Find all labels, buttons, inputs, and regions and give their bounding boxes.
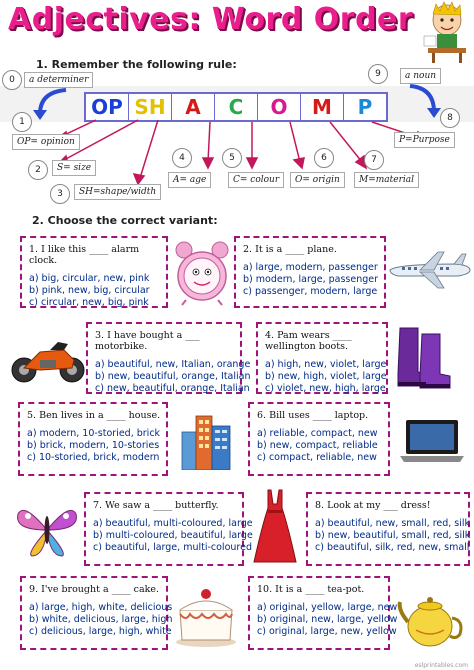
question-card-1 xyxy=(20,236,168,308)
number-badge: 4 xyxy=(172,148,192,168)
number-badge: 5 xyxy=(222,148,242,168)
rule-cell-a: A xyxy=(172,94,215,120)
question-text: 5. Ben lives in a ____ house. xyxy=(27,410,161,421)
section-1-heading: 1. Remember the following rule: xyxy=(36,58,237,71)
answer-option[interactable]: b) modern, large, passenger xyxy=(243,274,379,285)
rule-cell-c: C xyxy=(215,94,258,120)
label-determiner: a determiner xyxy=(24,72,93,88)
answer-option[interactable]: a) big, circular, new, pink xyxy=(29,273,150,284)
alarm-clock-icon xyxy=(172,240,232,306)
question-text: 4. Pam wears ____ wellington boots. xyxy=(265,330,352,352)
question-card-3 xyxy=(86,322,251,394)
label-purpose: P=Purpose xyxy=(394,132,455,148)
question-text: 7. We saw a ____ butterfly. xyxy=(93,500,219,511)
label-size: S= size xyxy=(52,160,96,176)
dress-icon xyxy=(252,486,298,566)
answer-option[interactable]: c) circular, new, big, pink xyxy=(29,297,149,308)
page-title: Adjectives: Word Order xyxy=(8,2,414,37)
number-badge: 6 xyxy=(314,148,334,168)
boy-illustration xyxy=(420,0,474,64)
answer-option[interactable]: a) original, yellow, large, new xyxy=(257,602,398,613)
answer-option[interactable]: b) multi-coloured, beautiful, large xyxy=(93,530,253,541)
number-badge: 9 xyxy=(368,64,388,84)
number-badge: 8 xyxy=(440,108,460,128)
question-text: 6. Bill uses ____ laptop. xyxy=(257,410,369,421)
question-card-8 xyxy=(306,492,470,566)
answer-option[interactable]: c) violet, new, high, large xyxy=(265,383,386,394)
number-badge: 1 xyxy=(12,112,32,132)
number-badge: 2 xyxy=(28,160,48,180)
question-text: 9. I've brought a ____ cake. xyxy=(29,584,160,595)
question-text: 3. I have bought a ___ motorbike. xyxy=(95,330,200,352)
rule-cell-p: P xyxy=(357,95,373,119)
question-card-2 xyxy=(234,236,386,308)
question-text: 2. It is a ____ plane. xyxy=(243,244,337,255)
answer-option[interactable]: a) large, modern, passenger xyxy=(243,262,378,273)
answer-option[interactable]: b) white, delicious, large, high xyxy=(29,614,173,625)
answer-option[interactable]: b) pink, new, big, circular xyxy=(29,285,150,296)
answer-option[interactable]: b) new, beautiful, small, red, silk xyxy=(315,530,471,541)
answer-option[interactable]: b) brick, modern, 10-stories xyxy=(27,440,160,451)
question-card-7 xyxy=(84,492,253,566)
motorbike-icon xyxy=(10,338,86,384)
question-card-10 xyxy=(248,576,398,650)
airplane-icon xyxy=(388,250,472,290)
label-colour: C= colour xyxy=(228,172,284,188)
rule-cell-op: OP xyxy=(86,94,129,120)
number-badge: 0 xyxy=(2,70,22,90)
answer-option[interactable]: b) original, new, large, yellow xyxy=(257,614,398,625)
right-arrow-icon xyxy=(400,82,444,122)
answer-option[interactable]: b) new, beautiful, orange, Italian xyxy=(95,371,251,382)
answer-option[interactable]: a) reliable, compact, new xyxy=(257,428,378,439)
question-card-9 xyxy=(20,576,173,650)
buildings-icon xyxy=(178,412,234,470)
question-text: 10. It is a ____ tea-pot. xyxy=(257,584,365,595)
answer-option[interactable]: c) delicious, large, high, white xyxy=(29,626,172,637)
label-origin: O= origin xyxy=(290,172,345,188)
answer-option[interactable]: a) beautiful, new, Italian, orange xyxy=(95,359,251,370)
answer-option[interactable]: a) beautiful, multi-coloured, large xyxy=(93,518,253,529)
label-opinion: OP= opinion xyxy=(12,134,80,150)
answer-option[interactable]: c) original, large, new, yellow xyxy=(257,626,397,637)
label-material: M=material xyxy=(354,172,419,188)
left-arrow-icon xyxy=(28,86,72,122)
label-noun: a noun xyxy=(400,68,441,84)
answer-option[interactable]: c) beautiful, silk, red, new, small xyxy=(315,542,470,553)
answer-option[interactable]: a) modern, 10-storied, brick xyxy=(27,428,161,439)
answer-option[interactable]: c) 10-storied, brick, modern xyxy=(27,452,160,463)
answer-option[interactable]: b) new, compact, reliable xyxy=(257,440,378,451)
footer-credit: eslprintables.com xyxy=(414,662,468,669)
section-2-heading: 2. Choose the correct variant: xyxy=(32,214,218,227)
teapot-icon xyxy=(396,588,466,650)
question-card-6 xyxy=(248,402,390,476)
butterfly-icon xyxy=(14,500,80,560)
number-badge: 7 xyxy=(364,150,384,170)
answer-option[interactable]: c) new, beautiful, orange, Italian xyxy=(95,383,250,394)
label-shape: SH=shape/width xyxy=(74,184,161,200)
cake-icon xyxy=(172,582,240,648)
answer-option[interactable]: b) new, high, violet, large xyxy=(265,371,387,382)
answer-option[interactable]: a) high, new, violet, large xyxy=(265,359,387,370)
answer-option[interactable]: c) beautiful, large, multi-coloured xyxy=(93,542,252,553)
rule-cell-sh: SH xyxy=(129,94,172,120)
answer-option[interactable]: a) beautiful, new, small, red, silk xyxy=(315,518,471,529)
answer-option[interactable]: c) compact, reliable, new xyxy=(257,452,377,463)
rule-cell-m: M xyxy=(301,94,344,120)
question-card-4 xyxy=(256,322,388,394)
question-text: 1. I like this ____ alarm clock. xyxy=(29,244,140,266)
boots-icon xyxy=(394,324,452,390)
number-badge: 3 xyxy=(50,184,70,204)
label-age: A= age xyxy=(168,172,211,188)
question-card-5 xyxy=(18,402,168,476)
answer-option[interactable]: c) passenger, modern, large xyxy=(243,286,378,297)
rule-cell-o: O xyxy=(258,94,301,120)
question-text: 8. Look at my ___ dress! xyxy=(315,500,431,511)
answer-option[interactable]: a) large, high, white, delicious xyxy=(29,602,173,613)
laptop-icon xyxy=(398,418,466,462)
